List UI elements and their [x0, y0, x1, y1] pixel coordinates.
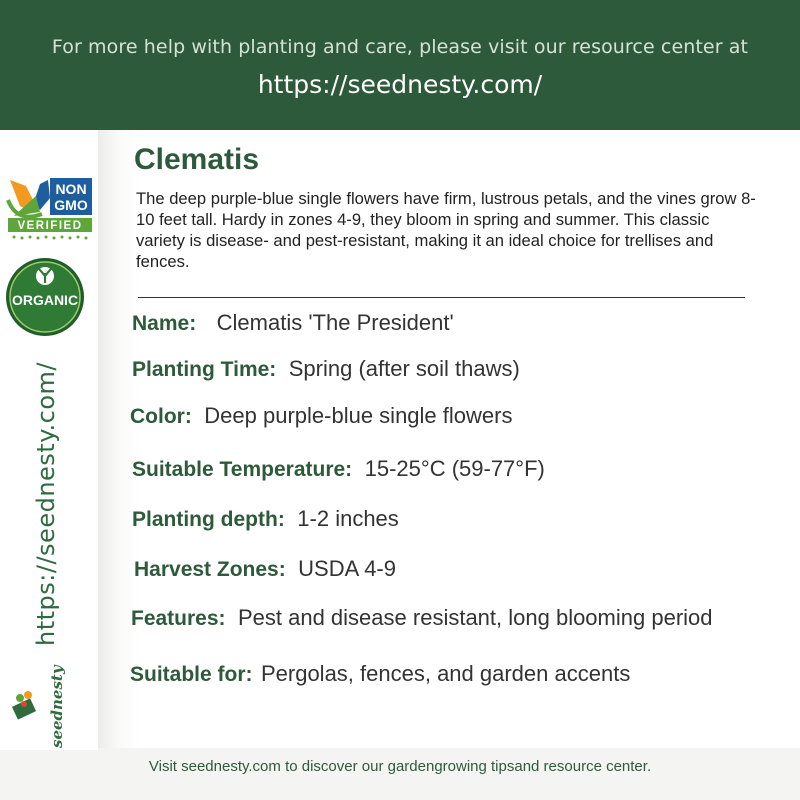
nongmo-verified: VERIFIED: [17, 220, 83, 232]
spec-planting-time: [132, 356, 520, 382]
nongmo-line1: NON: [55, 181, 87, 197]
spec-label: Suitable for:: [130, 663, 253, 686]
spec-label: Harvest Zones:: [134, 558, 286, 581]
spec-features: [131, 605, 713, 631]
spec-label: Suitable Temperature:: [132, 458, 353, 481]
vertical-url-text: https://seednesty.com/: [32, 362, 60, 646]
spec-value: 15-25°C (59-77°F): [364, 456, 545, 481]
organic-icon: [5, 257, 85, 337]
spec-label: Features:: [131, 607, 226, 630]
product-title: Clematis: [134, 143, 260, 176]
spec-label: Planting Time:: [132, 358, 277, 381]
spec-value: Deep purple-blue single flowers: [204, 403, 513, 428]
non-gmo-verified-icon: [6, 176, 94, 242]
spec-planting-depth: [132, 506, 399, 532]
banner-help-text: For more help with planting and care, please visit our resource center at: [51, 36, 749, 58]
spec-label: Name:: [132, 312, 197, 335]
spec-value: Spring (after soil thaws): [288, 356, 520, 381]
spec-harvest-zones: [134, 556, 396, 582]
spec-label: Color:: [130, 405, 192, 428]
organic-label: ORGANIC: [11, 292, 79, 308]
nongmo-line2: GMO: [54, 197, 88, 213]
banner-url[interactable]: https://seednesty.com/: [257, 70, 543, 99]
spec-name: [132, 310, 454, 336]
spec-value: USDA 4-9: [298, 556, 396, 581]
spec-value: Clematis 'The President': [216, 310, 454, 335]
top-banner: [0, 0, 800, 130]
spec-color: [130, 403, 512, 429]
spec-suitable-for: [130, 661, 630, 687]
spec-value: 1-2 inches: [297, 506, 399, 531]
brand-text: seednesty: [48, 665, 66, 748]
spec-suitable-temperature: [132, 456, 545, 482]
spec-label: Planting depth:: [132, 508, 285, 531]
product-description: The deep purple-blue single flowers have firm, lustrous petals, and the vines grow 8-10 feet tall. Hardy in zones 4-9, they bloom in spring and summer. This classic variety is disease- and pest-resistant, making it an ideal choice for trellises and fences.: [136, 189, 756, 271]
spec-value: Pergolas, fences, and garden accents: [260, 661, 631, 686]
seednesty-logo-icon: [6, 660, 74, 748]
footer-text: Visit seednesty.com to discover our gardengrowing tipsand resource center.: [148, 758, 652, 775]
divider: [138, 297, 745, 298]
spec-value: Pest and disease resistant, long blooming period: [237, 605, 713, 630]
